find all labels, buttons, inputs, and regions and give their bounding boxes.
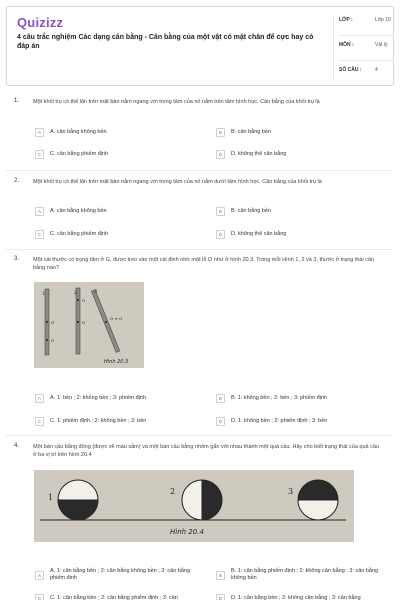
option-text: D. 1: không bền ; 2: phiếm định ; 3: bền: [231, 418, 328, 424]
ruler-1-center-label: G: [51, 320, 55, 325]
meta-divider: [339, 35, 393, 36]
option-text: B. cân bằng bền: [231, 129, 272, 135]
ruler-1-pivot-label: O: [51, 338, 55, 343]
option-letter-box: A: [35, 394, 44, 403]
option-b[interactable]: [216, 205, 271, 218]
question-number: 4.: [14, 443, 20, 449]
option-letter-box: B: [216, 394, 225, 403]
question-number: 3.: [14, 256, 20, 262]
option-text: D. 1: cân bằng bền ; 2: không cân bằng ; 3: cân bằng: [231, 595, 361, 600]
option-text: C. cân bằng phiếm định: [50, 151, 109, 157]
option-d[interactable]: [216, 228, 286, 241]
option-c[interactable]: [35, 228, 108, 241]
option-letter-box: D: [216, 150, 225, 159]
option-b[interactable]: [216, 565, 386, 585]
option-text: C. 1: phiếm định ; 2: không bền ; 3: bền: [50, 418, 147, 424]
question-divider: [6, 249, 392, 250]
ruler-figure-20-3: [34, 282, 144, 368]
option-c[interactable]: [35, 148, 108, 161]
option-c[interactable]: [35, 592, 205, 600]
question-text: Một bán cầu bằng đồng (được vẽ màu sẫm) và một bán cầu bằng nhôm gắn với nhau thành một quả cầu. Hãy cho biết trạng thái của quả cầu ở ba vị trí trên hình 20.4: [33, 444, 379, 458]
question-divider: [6, 435, 392, 436]
ruler-2-label: 2: [74, 290, 78, 296]
option-d[interactable]: [216, 148, 286, 161]
option-a[interactable]: [35, 392, 148, 405]
option-letter-box: C: [35, 417, 44, 426]
question-count-label: SỐ CÂU :: [339, 67, 362, 73]
grade-label: LỚP :: [339, 17, 353, 23]
header-divider: [333, 15, 334, 79]
option-letter-box: D: [216, 594, 225, 600]
option-letter-box: A: [35, 128, 44, 137]
ruler-2-center-label: G: [82, 320, 86, 325]
option-text: D. không thể cân bằng: [231, 151, 287, 157]
option-letter-box: A: [35, 571, 44, 580]
option-b[interactable]: [216, 392, 327, 405]
meta-divider: [339, 60, 393, 61]
option-letter-box: B: [216, 571, 225, 580]
option-text: A. cân bằng không bền: [50, 129, 107, 135]
question-text: Một khối trụ có thể lăn trên mặt bàn nằm ngang với trọng tâm của nó nằm dưới tâm hình học. Cân bằng của khối trụ là: [33, 179, 322, 185]
option-b[interactable]: [216, 126, 271, 139]
option-d[interactable]: [216, 415, 327, 428]
option-text: A. 1: cân bằng bền ; 2: cân bằng không bền ; 3: cân bằng phiếm định: [50, 568, 191, 581]
question-number: 2.: [14, 178, 20, 184]
sphere-1-label: 1: [48, 493, 54, 502]
option-letter-box: C: [35, 594, 44, 600]
option-letter-box: D: [216, 417, 225, 426]
ruler-3-label: 3: [94, 289, 98, 295]
question-number: 1.: [14, 98, 20, 104]
worksheet-header: [6, 6, 394, 86]
option-letter-box: B: [216, 207, 225, 216]
option-text: C. 1: cân bằng bền ; 2: cân bằng phiếm định ; 3: cân: [50, 595, 178, 600]
figure-caption: Hình 20.4: [170, 528, 204, 536]
sphere-3-label: 3: [288, 487, 294, 496]
option-letter-box: B: [216, 128, 225, 137]
ruler-1-label: 1: [42, 291, 46, 297]
option-letter-box: A: [35, 207, 44, 216]
quizizz-logo: Quizizz: [17, 15, 64, 30]
option-text: A. cân bằng không bền: [50, 208, 107, 214]
option-text: A. 1: bền ; 2: không bền ; 3: phiếm định.: [50, 395, 148, 401]
option-letter-box: D: [216, 230, 225, 239]
ruler-3-pivot-label: O ≡ G: [110, 316, 123, 321]
sphere-figure-20-4: [34, 470, 354, 542]
option-a[interactable]: [35, 205, 107, 218]
subject-label: MÔN :: [339, 42, 354, 48]
option-text: D. không thể cân bằng: [231, 231, 287, 237]
option-d[interactable]: [216, 592, 386, 600]
option-text: B. cân bằng bền: [231, 208, 272, 214]
grade-value: Lớp 10: [375, 17, 391, 23]
option-text: B. 1: không bền ; 2: bền ; 3: phiếm định: [231, 395, 328, 401]
option-a[interactable]: [35, 565, 205, 585]
question-count-value: 4: [375, 67, 378, 73]
figure-caption: Hình 20.3: [104, 359, 129, 365]
subject-value: Vật lý: [375, 42, 388, 48]
question-text: Một khối trụ có thể lăn trên mặt bàn nằm ngang với trọng tâm của nó nằm trên tâm hình học. Cân bằng của khối trụ là: [33, 99, 320, 105]
option-letter-box: C: [35, 230, 44, 239]
option-c[interactable]: [35, 415, 146, 428]
sphere-2-label: 2: [170, 487, 176, 496]
ruler-2-pivot-label: O: [82, 298, 86, 303]
option-a[interactable]: [35, 126, 107, 139]
question-divider: [6, 170, 392, 171]
question-text: Một cái thước có trọng tâm ở G, được treo vào một cái đinh nhờ một lỗ O như ở hình 20.3. Trong mỗi Hình 1, 2 và 3, thước ở trạng thái cân bằng nào?: [33, 257, 375, 271]
option-text: B. 1: cân bằng phiếm định ; 2: không cân bằng ; 3: cân bằng không bền: [231, 568, 379, 581]
option-text: C. cân bằng phiếm định: [50, 231, 109, 237]
worksheet-title: 4 câu trắc nghiệm Các dạng cân bằng - Cân bằng của một vật có mặt chân đế cực hay có đáp án: [17, 34, 314, 50]
option-letter-box: C: [35, 150, 44, 159]
